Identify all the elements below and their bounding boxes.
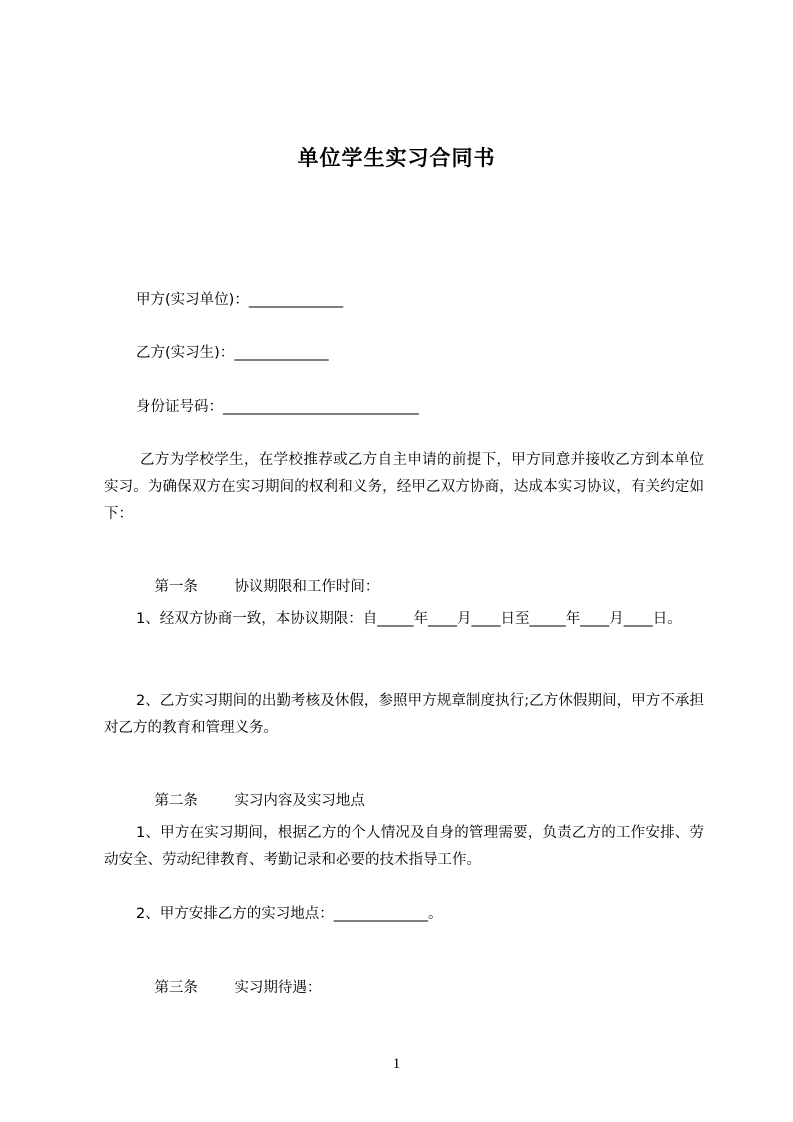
article-2-item-1: 1、甲方在实习期间，根据乙方的个人情况及自身的管理需要，负责乙方的工作安排、劳动安全、劳动纪律教育、考勤记录和必要的技术指导工作。 [104, 825, 704, 868]
party-b-field: 乙方(实习生)：_____________ [136, 345, 329, 361]
party-a-field: 甲方(实习单位)：_____________ [136, 292, 344, 308]
page-number: 1 [392, 1056, 401, 1072]
article-1-item-2: 2、乙方实习期间的出勤考核及休假，参照甲方规章制度执行;乙方休假期间，甲方不承担对乙方的教育和管理义务。 [104, 693, 704, 736]
article-2-label: 第二条 [154, 793, 198, 809]
article-1-label: 第一条 [154, 579, 198, 595]
article-3-title: 实习期待遇： [234, 980, 322, 996]
article-1-title: 协议期限和工作时间： [234, 579, 380, 595]
article-3-heading [136, 958, 321, 1018]
article-2-item-2: 2、甲方安排乙方的实习地点：_____________。 [136, 906, 443, 922]
intro-paragraph: 乙方为学校学生，在学校推荐或乙方自主申请的前提下，甲方同意并接收乙方到本单位实习。为确保双方在实习期间的权利和义务，经甲乙双方协商，达成本实习协议，有关约定如下： [104, 452, 704, 522]
article-2-title: 实习内容及实习地点 [234, 793, 365, 809]
article-1-item-1: 1、经双方协商一致，本协议期限：自_____年____月____日至_____年____月____日。 [136, 611, 682, 627]
article-3-label: 第三条 [154, 980, 198, 996]
document-title: 单位学生实习合同书 [297, 146, 496, 170]
id-number-field: 身份证号码：___________________________ [136, 399, 419, 415]
